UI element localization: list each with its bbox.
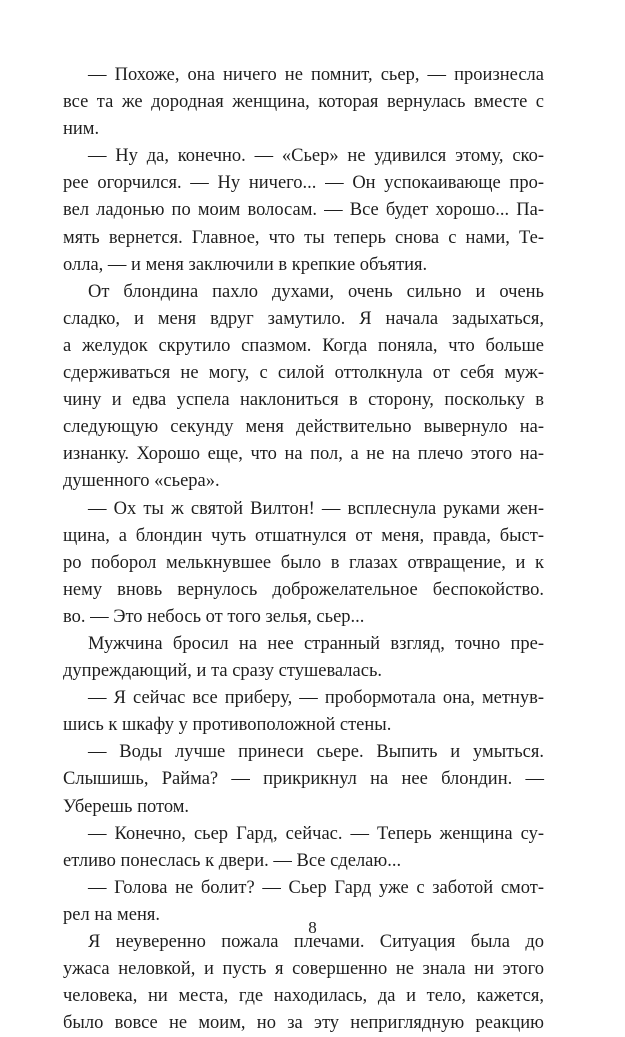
text-line: мять вернется. Главное, что ты теперь снова с нами, Те- [63, 227, 544, 248]
text-line: было вовсе не моим, но за эту неприглядную реакцию [63, 1013, 544, 1034]
text-line: дупреждающий, и та сразу стушевалась. [63, 661, 383, 682]
text-line: — Конечно, сьер Гард, сейчас. — Теперь женщина су- [88, 823, 544, 844]
text-line: Я неуверенно пожала плечами. Ситуация была до [88, 932, 544, 952]
text-line: — Воды лучше принеси сьере. Выпить и умыться. [88, 742, 544, 763]
text-line: олла, — и меня заключили в крепкие объятия. [63, 254, 428, 275]
body-text [63, 62, 544, 1037]
text-line: Мужчина бросил на нее странный взгляд, точно пре- [88, 633, 544, 654]
text-line: ро поборол мелькнувшее было в глазах отвращение, и к [63, 552, 544, 573]
text-line: Уберешь потом. [63, 796, 190, 817]
text-line: человека, ни места, где находилась, да и тело, кажется, [63, 986, 544, 1007]
page-number: 8 [308, 918, 317, 937]
text-line: етливо понеслась к двери. — Все сделаю... [63, 850, 402, 871]
text-line: нему вновь вернулось доброжелательное беспокойство. [63, 579, 544, 600]
text-line: изнанку. Хорошо еще, что на пол, а не на плечо этого на- [63, 444, 544, 465]
text-line: Слышишь, Райма? — прикрикнул на нее блондин. — [63, 769, 544, 790]
text-line: все та же дородная женщина, которая вернулась вместе с [63, 92, 544, 113]
text-line: — Голова не болит? — Сьер Гард уже с заботой смот- [88, 877, 544, 898]
text-line: — Похоже, она ничего не помнит, сьер, — произнесла [88, 65, 544, 85]
text-line: следующую секунду меня действительно вывернуло на- [63, 417, 544, 438]
text-line: сдерживаться не могу, с силой оттолкнула от себя муж- [63, 363, 544, 384]
text-line: чину и едва успела наклониться в сторону, поскольку в [63, 390, 544, 411]
text-line: рел на меня. [63, 904, 161, 925]
text-line: — Ну да, конечно. — «Сьер» не удивился этому, ско- [88, 146, 544, 167]
text-line: сладко, и меня вдруг замутило. Я начала задыхаться, [63, 308, 544, 329]
text-line: — Я сейчас все приберу, — пробормотала она, метнув- [88, 688, 544, 709]
text-line: щина, а блондин чуть отшатнулся от меня, правда, быст- [63, 525, 544, 546]
text-line: во. — Это небось от того зелья, сьер... [63, 606, 365, 627]
text-line: — Ох ты ж святой Вилтон! — всплеснула руками жен- [88, 498, 544, 519]
text-line: вел ладонью по моим волосам. — Все будет хорошо... Па- [63, 200, 544, 221]
text-line: душенного «сьера». [63, 471, 220, 492]
text-line: рее огорчился. — Ну ничего... — Он успокаивающе про- [63, 173, 544, 194]
text-line: шись к шкафу у противоположной стены. [63, 715, 392, 736]
text-line: От блондина пахло духами, очень сильно и очень [88, 281, 544, 302]
text-line: ужаса неловкой, и пусть я совершенно не знала ни этого [63, 959, 544, 980]
text-line: а желудок скрутило спазмом. Когда поняла, что больше [63, 335, 544, 356]
text-line: ним. [63, 119, 100, 140]
